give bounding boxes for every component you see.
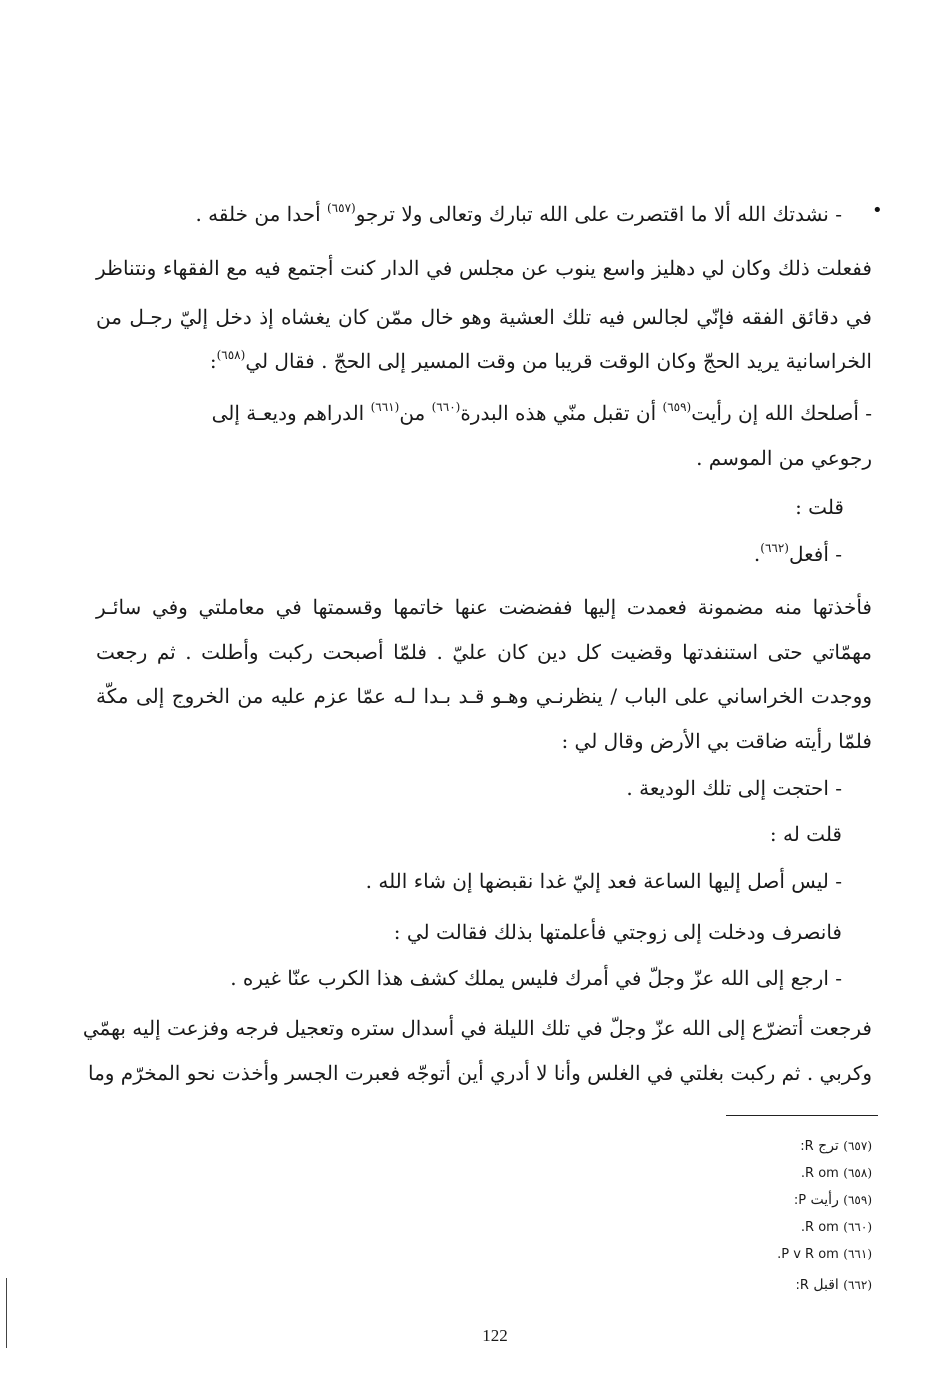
text-line-2: ففعلت ذلك وكان لي دهليز واسع ينوب عن مجلس في الدار كنت أجتمع فيه مع الفقهاء ونتناظر (96, 256, 872, 280)
text-line-17: - ارجع إلى الله عزّ وجلّ في أمرك فليس يملك كشف هذا الكرب عنّا غيره . (230, 966, 842, 990)
text-line-15: - ليس أصل إليها الساعة فعد إليّ غدا نقبضها إن شاء الله . (365, 869, 842, 893)
footnote-662: (٦٦٢) اقبل R: (795, 1277, 872, 1293)
text-line-19: وكربي . ثم ركبت بغلتي في الغلس وأنا لا أدري أين أتوجّه فعبرت الجسر وأخذت نحو المخرّم وما (87, 1061, 872, 1085)
text-line-6: رجوعي من الموسم . (696, 446, 872, 470)
footnote-ref-662: (٦٦٢) (760, 541, 789, 555)
text-line-7: قلت : (795, 495, 844, 519)
footnote-ref-659: (٦٥٩) (662, 400, 692, 414)
text-line-12: فلمّا رأيته ضاقت بي الأرض وقال لي : (561, 729, 872, 753)
footnote-separator (726, 1115, 878, 1116)
footnote-658: (٦٥٨) R om. (800, 1166, 872, 1181)
footnote-ref-660: (٦٦٠) (431, 400, 461, 414)
footnote-659: (٦٥٩) رأيت P: (793, 1192, 872, 1208)
text-line-11: ووجدت الخراساني على الباب / ينظرنـي وهـو قـد بـدا لـه عمّا عزم عليه من الخروج إلى مكّة (96, 684, 872, 708)
page-number: 122 (482, 1326, 508, 1345)
footnote-ref-657: (٦٥٧) (326, 201, 356, 215)
text-line-3: في دقائق الفقه فإنّي لجالس فيه تلك العشية وهو خال ممّن كان يغشاه إذ دخل إليّ رجـل من (96, 305, 872, 329)
footnote-661: (٦٦١) P v R om. (777, 1247, 872, 1262)
text-line-18: فرجعت أتضرّع إلى الله عزّ وجلّ في تلك الليلة في أسدال ستره وتعجيل فرجه وفزعت إليه بهمّي (82, 1016, 872, 1040)
footnote-657: (٦٥٧) ترج R: (800, 1138, 872, 1154)
text-line-14: قلت له : (769, 822, 842, 846)
text-line-10: مهمّاتي حتى استنفدتها وقضيت كل دين كان عليّ . فلمّا أصبحت ركبت وأطلت . ثم رجعت (96, 640, 872, 664)
text-line-4: الخراسانية يريد الحجّ وكان الوقت قريبا من وقت المسير إلى الحجّ . فقال لي$^{(٦٥٨)}$: (209, 348, 872, 373)
text-line-9: فأخذتها منه مضمونة فعمدت إليها ففضضت عنها خاتمها وقسمتها في معاملتي وفي سائـر (96, 595, 872, 619)
text-line-16: فانصرف ودخلت إلى زوجتي فأعلمتها بذلك فقالت لي : (393, 920, 842, 944)
footnote-ref-658: (٦٥٨) (216, 348, 246, 362)
text-line-13: - احتجت إلى تلك الوديعة . (626, 776, 842, 800)
footnote-660: (٦٦٠) R om. (800, 1220, 872, 1235)
text-line-5: - أصلحك الله إن رأيت$^{(٦٥٩)}$ أن تقبل منّي هذه البدرة$^{(٦٦٠)}$ من$^{(٦٦١)}$ الدراهم وديعـة إلى (211, 400, 872, 425)
text-line-1: - نشدتك الله ألا ما اقتصرت على الله تبارك وتعالى ولا ترجو$^{(٦٥٧)}$ أحدا من خلقه . (195, 201, 842, 226)
scan-edge-line (6, 1278, 7, 1348)
bullet-mark: • (872, 200, 883, 221)
text-line-8: - أفعل$^{(٦٦٢)}$. (753, 541, 842, 566)
footnote-ref-661: (٦٦١) (370, 400, 400, 414)
